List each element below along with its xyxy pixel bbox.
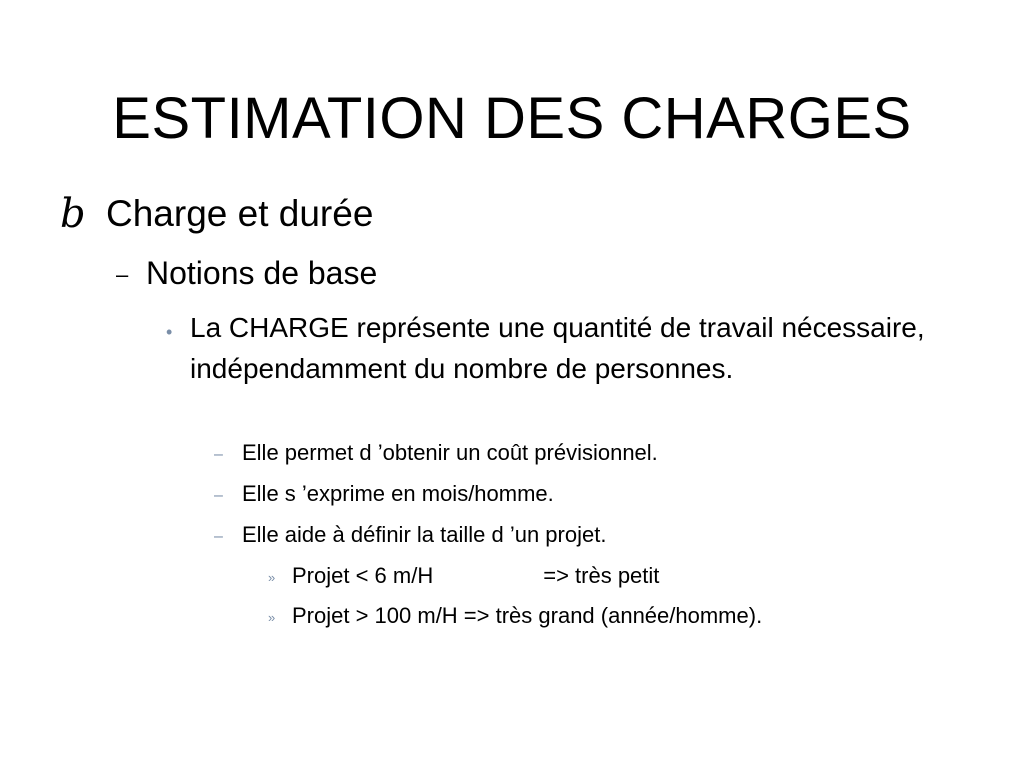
bullet-glyph-icon: b [60,191,86,237]
bullet-text-left: Projet < 6 m/H [292,563,434,588]
bullet-text [292,561,659,591]
dot-bullet-icon: • [166,322,173,342]
bullet-text-right: => très petit [543,563,660,588]
bullet-text: Projet > 100 m/H => très grand (année/homme). [292,603,763,628]
dash-bullet-icon: – [214,528,223,545]
bullet-text: Elle aide à définir la taille d ’un projet. [242,522,607,547]
slide-title: ESTIMATION DES CHARGES [112,86,912,151]
bullet-text: Charge et durée [106,193,374,234]
bullet-text: Elle permet d ’obtenir un coût prévisionnel. [242,440,658,465]
bullet-text: La CHARGE représente une quantité de travail nécessaire, indépendamment du nombre de personnes. [190,312,925,384]
bullet-text: Notions de base [146,255,378,291]
bullet-text: Elle s ’exprime en mois/homme. [242,481,554,506]
chevron-bullet-icon: » [268,570,276,585]
chevron-bullet-icon: » [268,610,276,625]
dash-bullet-icon: – [116,262,129,287]
dash-bullet-icon: – [214,487,223,504]
dash-bullet-icon: – [214,446,223,463]
